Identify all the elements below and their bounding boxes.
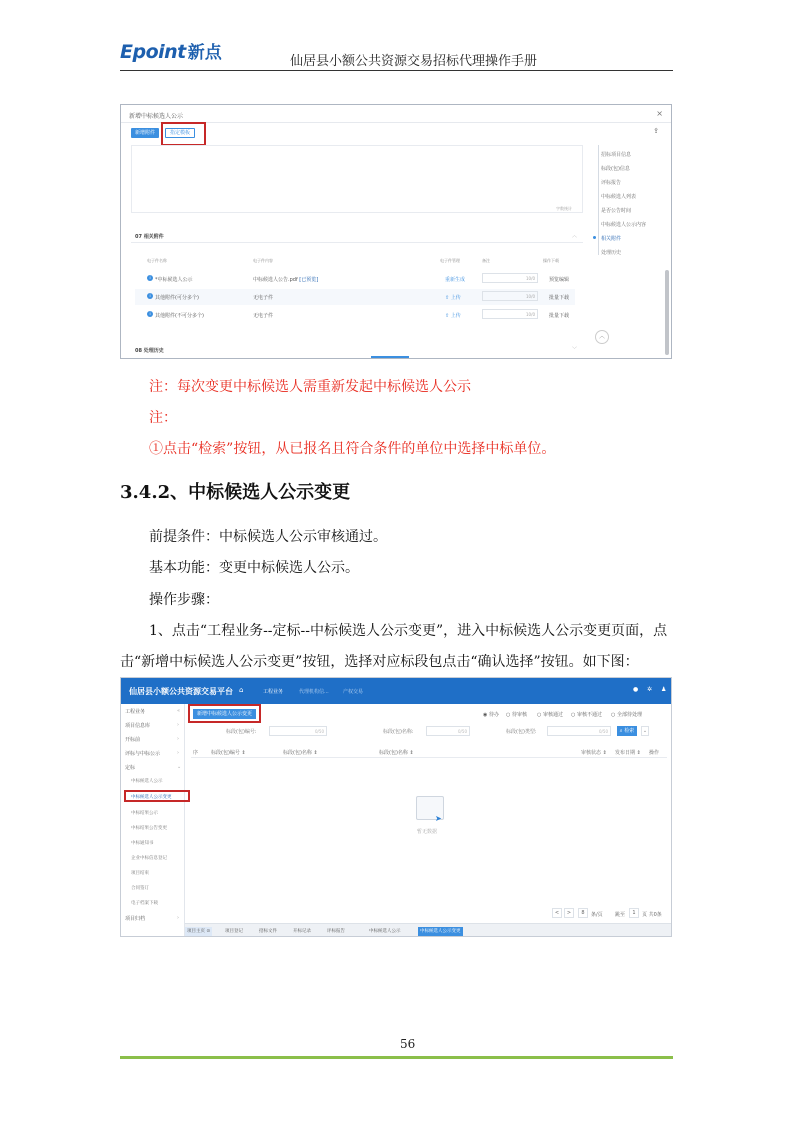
sidebar-item[interactable]: 项目归档	[125, 916, 146, 922]
col-header: 电子件名称	[147, 258, 167, 263]
bottom-tab-active[interactable]: 中标候选人公示变更	[418, 927, 463, 937]
attachment-name: 其他附件(不可分多个)	[155, 313, 204, 319]
sidebar-item[interactable]: 项目信息库	[125, 723, 151, 729]
bottom-tab[interactable]: 评标报告	[327, 929, 345, 934]
document-title: 仙居县小额公共资源交易招标代理操作手册	[290, 54, 538, 69]
filter-label: 标段(包)类型:	[506, 729, 537, 735]
gear-icon[interactable]: ✲	[647, 686, 653, 693]
back-to-top-icon[interactable]: ︿	[595, 330, 609, 344]
add-change-button[interactable]: 新增中标候选人公示变更	[193, 709, 256, 719]
col-header[interactable]: 标段(包)名称 ⇕	[379, 750, 414, 756]
sidebar	[121, 704, 185, 937]
paragraph-step1-line1: 1、点击“工程业务--定标--中标候选人公示变更”，进入中标候选人公示变更页面，点	[149, 623, 668, 639]
upload-link[interactable]: ⇧ 上传	[445, 313, 461, 319]
paragraph-precondition: 前提条件：中标候选人公示审核通过。	[149, 529, 387, 545]
col-header: 备注	[482, 258, 490, 263]
chevron-right-icon: ›	[177, 736, 179, 742]
anchor-item-active[interactable]: 相关附件	[601, 236, 622, 242]
screenshot-candidate-notice-dialog	[120, 104, 672, 359]
attachment-table-header	[135, 256, 575, 266]
filter-type-input[interactable]: 0/50	[547, 726, 611, 736]
bottom-tab[interactable]: 项目登记	[225, 929, 243, 934]
chevron-down-icon[interactable]: ⌄	[642, 728, 648, 734]
empty-text: 暂无数据	[417, 829, 438, 835]
page-total: 页 共0条	[642, 912, 662, 918]
col-header: 电子件内容	[253, 258, 273, 263]
upload-icon[interactable]: ⇪	[653, 127, 659, 135]
anchor-item[interactable]: 招标项目信息	[601, 152, 632, 158]
platform-topbar	[121, 678, 671, 704]
sidebar-head: 工程业务	[125, 709, 146, 715]
chevron-down-icon[interactable]: ﹀	[571, 347, 577, 353]
goto-label: 跳至	[615, 912, 626, 918]
col-header[interactable]: 发布日期 ⇕	[615, 750, 641, 756]
chevron-right-icon: ›	[177, 722, 179, 728]
scrollbar[interactable]	[665, 270, 669, 355]
sidebar-subitem[interactable]: 中标候选人公示	[131, 779, 163, 784]
sidebar-subitem[interactable]: 项目结束	[131, 871, 149, 876]
dialog-title: 新增中标候选人公示	[129, 113, 184, 120]
bottom-indicator	[371, 356, 409, 359]
paragraph-function: 基本功能：变更中标候选人公示。	[149, 560, 359, 576]
paragraph-steps: 操作步骤：	[149, 592, 219, 608]
chevron-right-icon: ›	[177, 750, 179, 756]
chevron-up-icon[interactable]: ︿	[571, 233, 577, 239]
page-size-select[interactable]: 8	[578, 908, 588, 918]
anchor-item[interactable]: 是否公告时间	[601, 208, 632, 214]
section-heading: 3.4.2、中标候选人公示变更	[120, 482, 351, 503]
radio-all[interactable]: ○ 全部待处理	[611, 712, 642, 718]
remark-input[interactable]: 10/0	[482, 291, 538, 301]
note-line-2: 注：	[149, 410, 177, 426]
radio-pending[interactable]: ○ 待审核	[506, 712, 527, 718]
screenshot-platform-change-page	[120, 677, 672, 937]
notice-content-textarea[interactable]	[131, 145, 583, 213]
dialog-titlebar	[121, 105, 671, 123]
table-row	[135, 307, 575, 323]
table-row	[135, 271, 575, 287]
sidebar-item[interactable]: 评标与中标公示	[125, 751, 161, 757]
home-icon[interactable]: ⌂	[239, 686, 244, 694]
sidebar-subitem[interactable]: 中标结果公示	[131, 811, 158, 816]
section-attachments[interactable]	[131, 229, 583, 243]
sidebar-item[interactable]: 开标前	[125, 737, 141, 743]
platform-brand: 仙居县小额公共资源交易平台	[129, 687, 233, 696]
sidebar-subitem-active[interactable]: 中标候选人公示变更	[131, 795, 172, 800]
attachment-file: 中标候选人公告.pdf [已预览]	[253, 277, 319, 283]
logo-text-cn: 新点	[187, 43, 222, 63]
paragraph-step1-line2: 击“新增中标候选人公示变更”按钮，选择对应标段包点击“确认选择”按钮。如下图：	[120, 654, 639, 670]
page-input[interactable]: 1	[629, 908, 639, 918]
info-icon: i	[147, 311, 153, 317]
highlight-box	[188, 704, 261, 723]
word-count: 字数统计	[556, 206, 572, 211]
col-header: 电子件管理	[440, 258, 460, 263]
highlight-box	[161, 122, 206, 146]
bottom-tab[interactable]: 项目主页 ⊙	[185, 927, 212, 937]
info-icon: i	[147, 293, 153, 299]
bell-icon[interactable]: ●	[633, 686, 639, 693]
close-icon[interactable]: ×	[656, 109, 663, 118]
col-header[interactable]: 标段(包)编号 ⇕	[211, 750, 246, 756]
attachment-file: 无电子件	[253, 295, 274, 301]
top-menu-item[interactable]: 产权交易	[343, 689, 364, 695]
bottom-tab[interactable]: 开标记录	[293, 929, 311, 934]
prev-page-button[interactable]: <	[552, 908, 562, 918]
collapse-icon[interactable]: «	[177, 708, 181, 714]
next-page-button[interactable]: >	[564, 908, 574, 918]
table-header	[191, 746, 667, 758]
top-menu-item[interactable]: 工程业务	[263, 689, 284, 695]
footer-divider	[120, 1056, 673, 1059]
radio-rejected[interactable]: ○ 审核不通过	[571, 712, 602, 718]
filter-name-input[interactable]: 0/50	[426, 726, 470, 736]
anchor-item[interactable]: 中标候选人公示内容	[601, 222, 647, 228]
logo-text-en: Epoint	[120, 41, 186, 63]
sidebar-subitem[interactable]: 中标通知书	[131, 841, 154, 846]
filter-code-input[interactable]: 0/50	[269, 726, 327, 736]
anchor-item[interactable]: 标段(包)信息	[601, 166, 630, 172]
radio-todo[interactable]: ◉ 待办	[483, 712, 499, 718]
user-icon[interactable]: ♟	[661, 686, 667, 693]
sidebar-item[interactable]: 定标	[125, 765, 136, 771]
sidebar-subitem[interactable]: 电子档案下载	[131, 901, 158, 906]
note-line-1: 注：每次变更中标候选人需重新发起中标候选人公示	[149, 379, 471, 395]
filter-label: 标段(包)编号:	[226, 729, 257, 735]
note-line-3: ①点击“检索”按钮，从已报名且符合条件的单位中选择中标单位。	[149, 441, 556, 457]
col-header[interactable]: 审核状态 ⇕	[581, 750, 607, 756]
filter-label: 标段(包)名称:	[383, 729, 414, 735]
add-attachment-button[interactable]: 新增附件	[131, 128, 159, 138]
bottom-tab[interactable]: 中标候选人公示	[369, 929, 401, 934]
section-label: 07 相关附件	[135, 234, 164, 240]
remark-input[interactable]: 10/0	[482, 309, 538, 319]
anchor-item[interactable]: 处理历史	[601, 250, 622, 256]
cursor-icon: ➤	[435, 814, 442, 823]
op-link[interactable]: 批量下载	[549, 295, 570, 301]
table-row	[135, 289, 575, 305]
remark-input[interactable]: 10/0	[482, 273, 538, 283]
bottom-tab-bar	[185, 923, 672, 937]
sidebar-subitem[interactable]: 合同签订	[131, 886, 149, 891]
search-button[interactable]: ⌕ 检索	[617, 726, 637, 736]
top-menu-item[interactable]: 代理机构信...	[299, 689, 329, 695]
sidebar-subitem[interactable]: 中标结果公告变更	[131, 826, 167, 831]
bottom-tab[interactable]: 招标文件	[259, 929, 277, 934]
col-header: 操作下载	[543, 258, 559, 263]
chevron-right-icon: ›	[177, 915, 179, 921]
sidebar-subitem[interactable]: 企业中标信息登记	[131, 856, 167, 861]
col-header[interactable]: 标段(包)名称 ⇕	[283, 750, 318, 756]
anchor-item[interactable]: 评标报告	[601, 180, 622, 186]
section-label: 08 处理历史	[135, 348, 164, 354]
regenerate-link[interactable]: 重新生成	[445, 277, 466, 283]
op-link[interactable]: 批量下载	[549, 313, 570, 319]
info-icon: i	[147, 275, 153, 281]
attachment-name: 其他附件(可分多个)	[155, 295, 199, 301]
chevron-down-icon: ⌄	[177, 764, 182, 770]
highlight-box	[124, 790, 190, 802]
header-divider	[120, 70, 673, 71]
active-dot-icon	[593, 236, 596, 239]
op-link[interactable]: 预览编辑	[549, 277, 570, 283]
col-header: 序	[193, 750, 199, 756]
section-history[interactable]	[131, 343, 583, 357]
upload-link[interactable]: ⇧ 上传	[445, 295, 461, 301]
radio-approved[interactable]: ○ 审核通过	[537, 712, 563, 718]
col-header: 操作	[649, 750, 660, 756]
page-size-unit: 条/页	[591, 912, 603, 918]
preview-link[interactable]: [已预览]	[299, 277, 319, 283]
anchor-item[interactable]: 中标候选人列表	[601, 194, 637, 200]
page-number: 56	[400, 1037, 416, 1051]
select-template-button[interactable]: 指定模板	[165, 128, 195, 138]
nav-line	[598, 145, 599, 255]
attachment-name: *中标候选人公示	[155, 277, 193, 283]
attachment-file: 无电子件	[253, 313, 274, 319]
epoint-logo	[120, 38, 222, 62]
